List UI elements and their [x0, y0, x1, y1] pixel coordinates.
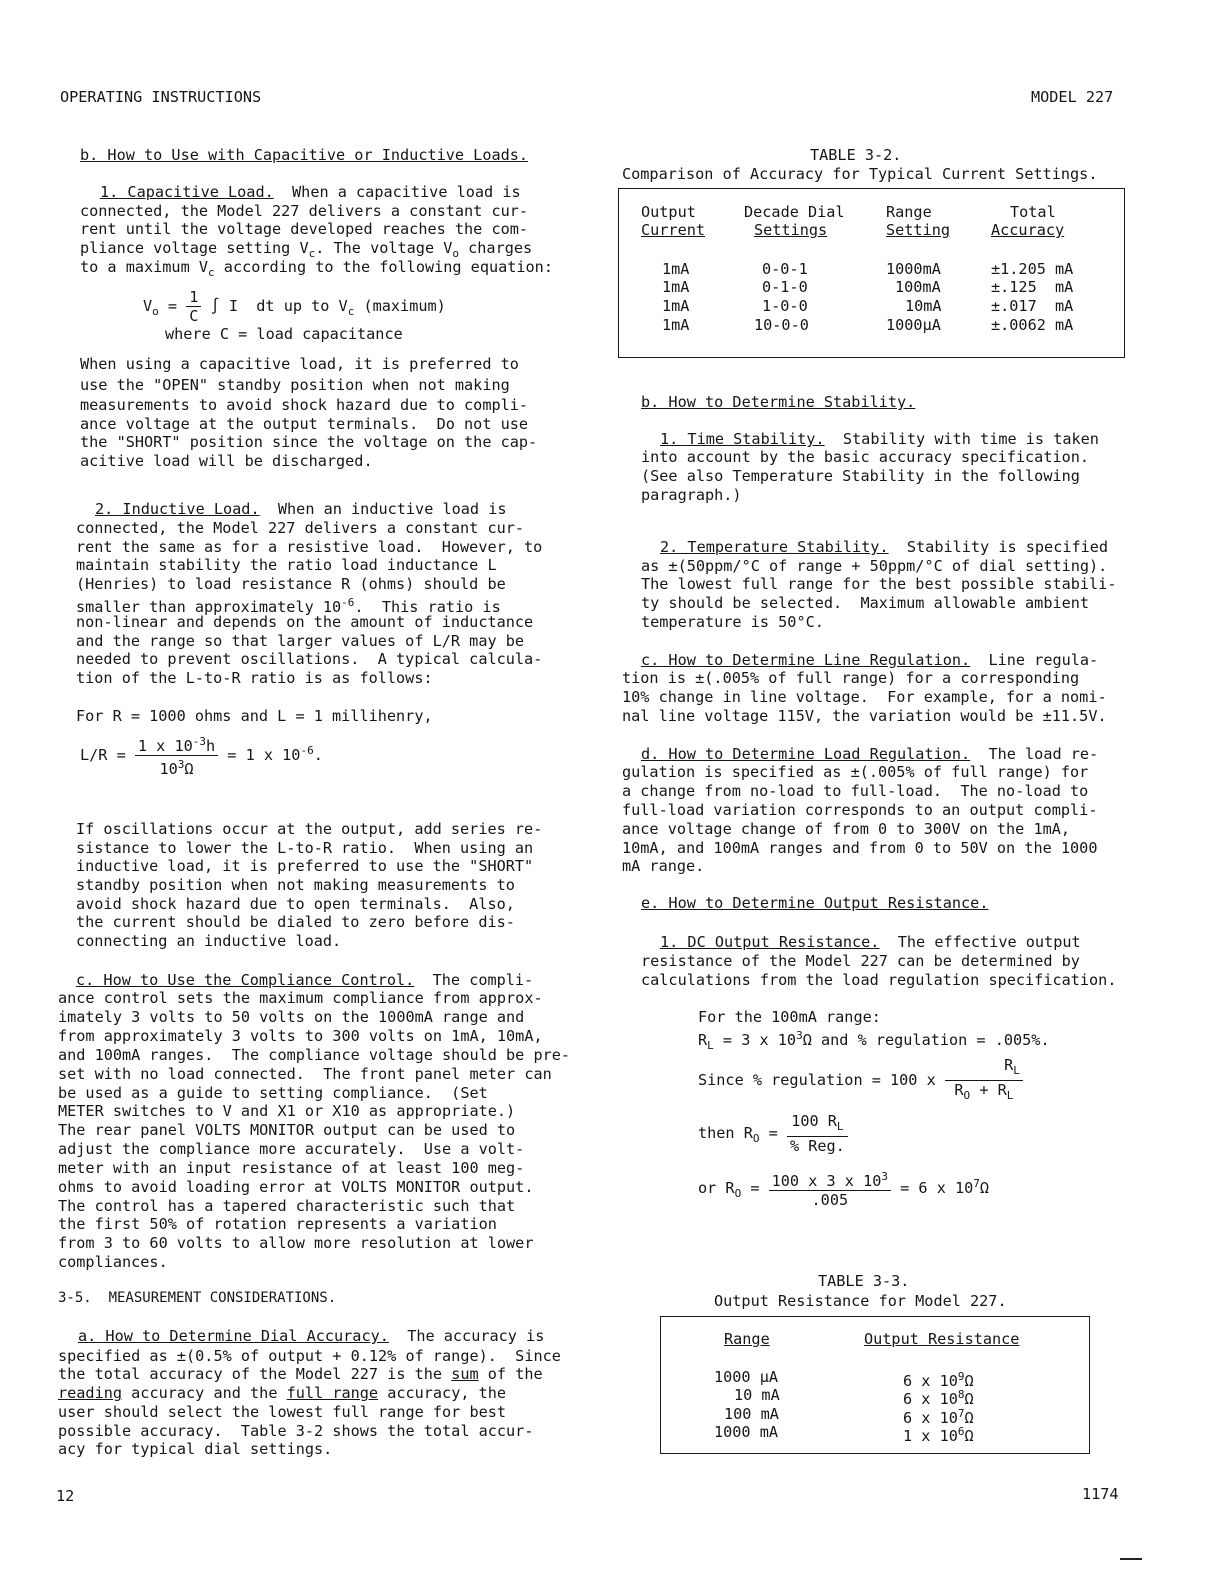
eq-then-ro: then $R_O$ = $\frac{100 R_L}{\text{\% Reg.}}$ [698, 1112, 848, 1155]
temp-stability-line-2: as ±(50ppm/°C of range + 50ppm/°C of dial setting). [641, 557, 1108, 575]
table-3-3-title: TABLE 3-3. [818, 1272, 910, 1290]
t32-header-setting: Setting [886, 221, 951, 239]
capacitive-line-2: connected, the Model 227 delivers a constant cur- [80, 202, 529, 220]
t33-row2-res: 6 x $10^8\Omega$ [903, 1388, 974, 1409]
capacitive-para-1: When using a capacitive load, it is preferred to [80, 355, 519, 373]
inductive-line-4: maintain stability the ratio load inductance L [76, 556, 497, 574]
eq-rl-value: $R_L = 3$ x $10^3\Omega$ and % regulation = .005%. [698, 1029, 1050, 1053]
load-regulation-line-7: mA range. [622, 857, 705, 875]
inductive-line-8: and the range so that larger values of L/R may be [76, 632, 525, 650]
dc-output-line-3: calculations from the load regulation specification. [641, 971, 1117, 989]
t32-row2-range: 100mA [895, 278, 941, 296]
capacitive-equation: $V_o$ = $\frac{1}{C}$ ∫ I dt up to $V_c$ (maximum) [143, 288, 446, 325]
t32-header-current: Current [641, 221, 706, 239]
temp-stability-line-5: temperature is 50°C. [641, 613, 824, 631]
t32-header-decade: Decade Dial [744, 203, 845, 221]
lr-ratio-equation: L/R = $\frac{1 x 10^{-3}h}{10^3\Omega}$ = 1 x $10^{-6}$. [80, 735, 323, 779]
capacitive-para-3: measurements to avoid shock hazard due to compli- [80, 396, 529, 414]
t32-row3-dial: 1-0-0 [762, 297, 808, 315]
document-code: 1174 [1082, 1485, 1119, 1503]
capacitance-note: where C = load capacitance [165, 325, 403, 343]
inductive-line-9: needed to prevent oscillations. A typical calcula- [76, 650, 543, 668]
t32-row4-range: 1000μA [886, 316, 941, 334]
t32-row4-accuracy: ±.0062 mA [991, 316, 1074, 334]
oscillation-para-6: the current should be dialed to zero before dis- [76, 913, 515, 931]
compliance-line-3: imately 3 volts to 50 volts on the 1000mA range and [58, 1008, 525, 1026]
inductive-line-1: 2. Inductive Load. When an inductive load is [95, 500, 507, 518]
time-stability-line-2: into account by the basic accuracy specification. [641, 448, 1090, 466]
inductive-line-10: tion of the L-to-R ratio is as follows: [76, 669, 433, 687]
load-regulation-line-2: gulation is specified as ±(.005% of full range) for [622, 763, 1089, 781]
t33-row4-range: 1000 mA [714, 1423, 779, 1441]
dial-accuracy-line-6: possible accuracy. Table 3-2 shows the total accur- [58, 1422, 534, 1440]
compliance-line-12: ohms to avoid loading error at VOLTS MONITOR output. [58, 1178, 534, 1196]
dc-output-line-2: resistance of the Model 227 can be determined by [641, 952, 1080, 970]
eq-for-100ma: For the 100mA range: [698, 1008, 881, 1026]
compliance-line-9: The rear panel VOLTS MONITOR output can be used to [58, 1121, 516, 1139]
capacitive-para-2: use the "OPEN" standby position when not making [80, 376, 510, 394]
measurement-considerations-heading: 3-5. MEASUREMENT CONSIDERATIONS. [58, 1290, 337, 1306]
stability-heading: b. How to Determine Stability. [641, 393, 916, 411]
table-3-2-title: TABLE 3-2. [810, 146, 902, 164]
inductive-line-6: smaller than approximately $10^{-6}$. This ratio is [76, 596, 501, 617]
line-regulation-line-1: c. How to Determine Line Regulation. Line regula- [641, 651, 1099, 669]
temp-stability-line-4: ty should be selected. Maximum allowable ambient [641, 594, 1090, 612]
compliance-line-15: from 3 to 60 volts to allow more resolution at lower [58, 1234, 534, 1252]
t32-header-output: Output [641, 203, 696, 221]
capacitive-para-5: the "SHORT" position since the voltage on the cap- [80, 433, 538, 451]
temp-stability-line-1: 2. Temperature Stability. Stability is specified [660, 538, 1109, 556]
dial-accuracy-line-2: specified as ±(0.5% of output + 0.12% of range). Since [58, 1347, 561, 1365]
dial-accuracy-line-1: a. How to Determine Dial Accuracy. The accuracy is [78, 1327, 545, 1345]
compliance-line-6: set with no load connected. The front panel meter can [58, 1065, 552, 1083]
inductive-line-3: rent the same as for a resistive load. However, to [76, 538, 543, 556]
compliance-line-8: METER switches to V and X1 or X10 as appropriate.) [58, 1102, 516, 1120]
t32-row4-dial: 10-0-0 [754, 316, 809, 334]
table-3-3-caption: Output Resistance for Model 227. [714, 1292, 1007, 1310]
t32-row1-current: 1mA [662, 260, 690, 278]
t32-row3-range: 10mA [905, 297, 942, 315]
t33-row3-res: 6 x $10^7\Omega$ [903, 1407, 974, 1428]
time-stability-line-1: 1. Time Stability. Stability with time is taken [660, 430, 1099, 448]
t33-row1-res: 6 x $10^9\Omega$ [903, 1370, 974, 1391]
inductive-line-5: (Henries) to load resistance R (ohms) should be [76, 575, 506, 593]
dial-accuracy-line-5: user should select the lowest full range for best [58, 1403, 507, 1421]
capacitive-para-4: ance voltage at the output terminals. Do not use [80, 415, 529, 433]
section-b-heading: b. How to Use with Capacitive or Inductive Loads. [80, 146, 529, 164]
capacitive-line-5: to a maximum $V_c$ according to the following equation: [80, 258, 553, 280]
compliance-line-1: c. How to Use the Compliance Control. The compli- [76, 971, 534, 989]
eq-since-regulation: Since % regulation = 100 x $\frac{R_L}{R_O + R_L}$ [698, 1056, 1023, 1105]
header-left: OPERATING INSTRUCTIONS [60, 88, 262, 106]
capacitive-para-6: acitive load will be discharged. [80, 452, 373, 470]
t33-row2-range: 10 mA [734, 1386, 780, 1404]
t33-header-range: Range [724, 1330, 770, 1348]
oscillation-para-2: sistance to lower the L-to-R ratio. When using an [76, 839, 534, 857]
load-regulation-line-6: 10mA, and 100mA ranges and from 0 to 50V on the 1000 [622, 839, 1098, 857]
header-right: MODEL 227 [1031, 88, 1114, 106]
t32-row1-accuracy: ±1.205 mA [991, 260, 1074, 278]
oscillation-para-5: avoid shock hazard due to open terminals. Also, [76, 895, 515, 913]
inductive-example-line: For R = 1000 ohms and L = 1 millihenry, [76, 707, 433, 725]
compliance-line-7: be used as a guide to setting compliance. (Set [58, 1084, 488, 1102]
dial-accuracy-line-4: reading accuracy and the full range accuracy, the [58, 1384, 507, 1402]
t32-header-settings: Settings [754, 221, 828, 239]
t32-row3-accuracy: ±.017 mA [991, 297, 1074, 315]
temp-stability-line-3: The lowest full range for the best possible stabili- [641, 575, 1117, 593]
load-regulation-line-4: full-load variation corresponds to an output compli- [622, 801, 1098, 819]
time-stability-line-3: (See also Temperature Stability in the following [641, 467, 1080, 485]
line-regulation-line-3: 10% change in line voltage. For example, for a nomi- [622, 688, 1107, 706]
t33-row4-res: 1 x $10^6\Omega$ [903, 1425, 974, 1446]
line-regulation-line-4: nal line voltage 115V, the variation would be ±11.5V. [622, 707, 1107, 725]
eq-or-ro: or $R_O$ = $\frac{100 x 3 x 10^3}{.005}$ = 6 x $10^7\Omega$ [698, 1170, 990, 1210]
t33-row1-range: 1000 μA [714, 1368, 779, 1386]
output-resistance-heading: e. How to Determine Output Resistance. [641, 894, 989, 912]
capacitive-line-1: 1. Capacitive Load. When a capacitive load is [100, 183, 521, 201]
dial-accuracy-line-3: the total accuracy of the Model 227 is the sum of the [58, 1365, 543, 1383]
t32-header-total: Total [1010, 203, 1056, 221]
inductive-line-2: connected, the Model 227 delivers a constant cur- [76, 519, 525, 537]
compliance-line-14: the first 50% of rotation represents a variation [58, 1215, 497, 1233]
t33-header-resistance: Output Resistance [864, 1330, 1020, 1348]
inductive-line-7: non-linear and depends on the amount of inductance [76, 613, 534, 631]
oscillation-para-3: inductive load, it is preferred to use the "SHORT" [76, 857, 534, 875]
capacitive-line-4: pliance voltage setting $V_c$. The voltage $V_o$ charges [80, 239, 533, 261]
capacitive-line-3: rent until the voltage developed reaches the com- [80, 220, 529, 238]
load-regulation-line-3: a change from no-load to full-load. The no-load to [622, 782, 1089, 800]
compliance-line-13: The control has a tapered characteristic such that [58, 1197, 516, 1215]
t32-header-accuracy: Accuracy [991, 221, 1065, 239]
compliance-line-10: adjust the compliance more accurately. Use a volt- [58, 1140, 525, 1158]
dc-output-line-1: 1. DC Output Resistance. The effective output [660, 933, 1081, 951]
oscillation-para-1: If oscillations occur at the output, add series re- [76, 820, 543, 838]
page-number: 12 [56, 1487, 75, 1505]
t32-row2-accuracy: ±.125 mA [991, 278, 1074, 296]
oscillation-para-7: connecting an inductive load. [76, 932, 342, 950]
compliance-line-4: from approximately 3 volts to 300 volts on 1mA, 10mA, [58, 1027, 543, 1045]
dial-accuracy-line-7: acy for typical dial settings. [58, 1440, 333, 1458]
time-stability-line-4: paragraph.) [641, 486, 742, 504]
compliance-line-2: ance control sets the maximum compliance from approx- [58, 989, 543, 1007]
t32-row2-current: 1mA [662, 278, 690, 296]
line-regulation-line-2: tion is ±(.005% of full range) for a corresponding [622, 669, 1080, 687]
compliance-line-16: compliances. [58, 1253, 168, 1271]
t32-row3-current: 1mA [662, 297, 690, 315]
compliance-line-11: meter with an input resistance of at least 100 meg- [58, 1159, 525, 1177]
compliance-line-5: and 100mA ranges. The compliance voltage should be pre- [58, 1046, 571, 1064]
load-regulation-line-1: d. How to Determine Load Regulation. The load re- [641, 745, 1099, 763]
t32-row1-range: 1000mA [886, 260, 941, 278]
t32-header-range: Range [886, 203, 932, 221]
oscillation-para-4: standby position when not making measurements to [76, 876, 515, 894]
t32-row4-current: 1mA [662, 316, 690, 334]
table-3-2-caption: Comparison of Accuracy for Typical Current Settings. [622, 165, 1098, 183]
load-regulation-line-5: ance voltage change of from 0 to 300V on the 1mA, [622, 820, 1071, 838]
t32-row2-dial: 0-1-0 [762, 278, 808, 296]
corner-mark [1120, 1558, 1142, 1560]
t33-row3-range: 100 mA [724, 1405, 779, 1423]
t32-row1-dial: 0-0-1 [762, 260, 808, 278]
